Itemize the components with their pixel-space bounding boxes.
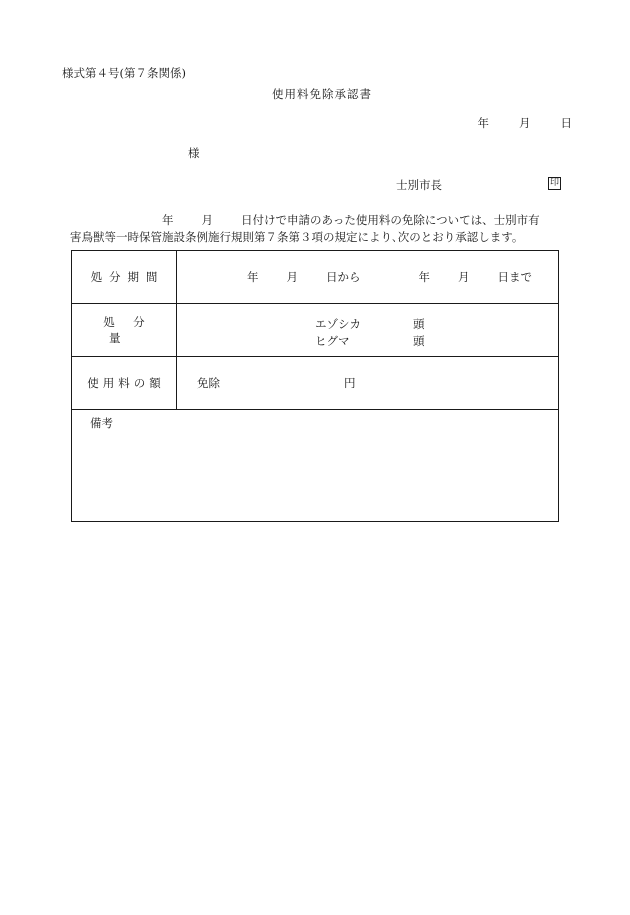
fee-value-cell [177, 357, 559, 410]
fee-exempt: 免除 [197, 376, 220, 390]
period-label: 処分期間 [90, 270, 165, 284]
document-title: 使用料免除承認書 [272, 87, 372, 101]
amount-unit: 頭 [413, 334, 425, 348]
amount-animal: ヒグマ [315, 334, 350, 348]
amount-animal: エゾシカ [315, 317, 361, 331]
date-line [478, 118, 573, 130]
amount-label-cell [72, 304, 177, 357]
amount-label: 処分量 [103, 315, 164, 345]
period-from-day: 日から [326, 270, 361, 284]
fee-label: 使用料の額 [87, 376, 165, 390]
date-year: 年 [477, 116, 489, 130]
amount-list [315, 317, 425, 351]
fee-label-cell [72, 357, 177, 410]
amount-item [315, 317, 425, 334]
fee-currency: 円 [344, 376, 356, 390]
remarks-row [72, 410, 559, 522]
body-line-1 [70, 212, 572, 229]
issuer-name: 士別市長 [396, 178, 442, 192]
amount-item [315, 334, 425, 351]
body-year: 年 [162, 213, 174, 227]
amount-row [72, 304, 559, 357]
body-text [70, 212, 572, 246]
amount-unit: 頭 [413, 317, 425, 331]
body-month: 月 [201, 213, 213, 227]
body-line-2: 害鳥獣等一時保管施設条例施行規則第７条第３項の規定により､次のとおり承認します。 [70, 230, 524, 244]
approval-table [71, 250, 559, 522]
date-day: 日 [560, 116, 572, 130]
period-from-year: 年 [247, 270, 259, 284]
date-month: 月 [519, 116, 531, 130]
remarks-cell [72, 410, 559, 522]
seal-mark: 印 [549, 178, 559, 188]
period-value-cell [177, 251, 559, 304]
period-to-month: 月 [458, 270, 470, 284]
period-to-year: 年 [418, 270, 430, 284]
amount-value-cell [177, 304, 559, 357]
addressee-suffix: 様 [188, 146, 200, 160]
fee-row [72, 357, 559, 410]
period-row [72, 251, 559, 304]
form-number: 様式第４号(第７条関係) [62, 66, 186, 80]
period-from-month: 月 [286, 270, 298, 284]
body-line1-rest: 日付けで申請のあった使用料の免除については、士別市有 [241, 213, 540, 227]
period-label-cell [72, 251, 177, 304]
period-to-day: 日まで [497, 270, 532, 284]
remarks-label: 備考 [90, 416, 113, 430]
